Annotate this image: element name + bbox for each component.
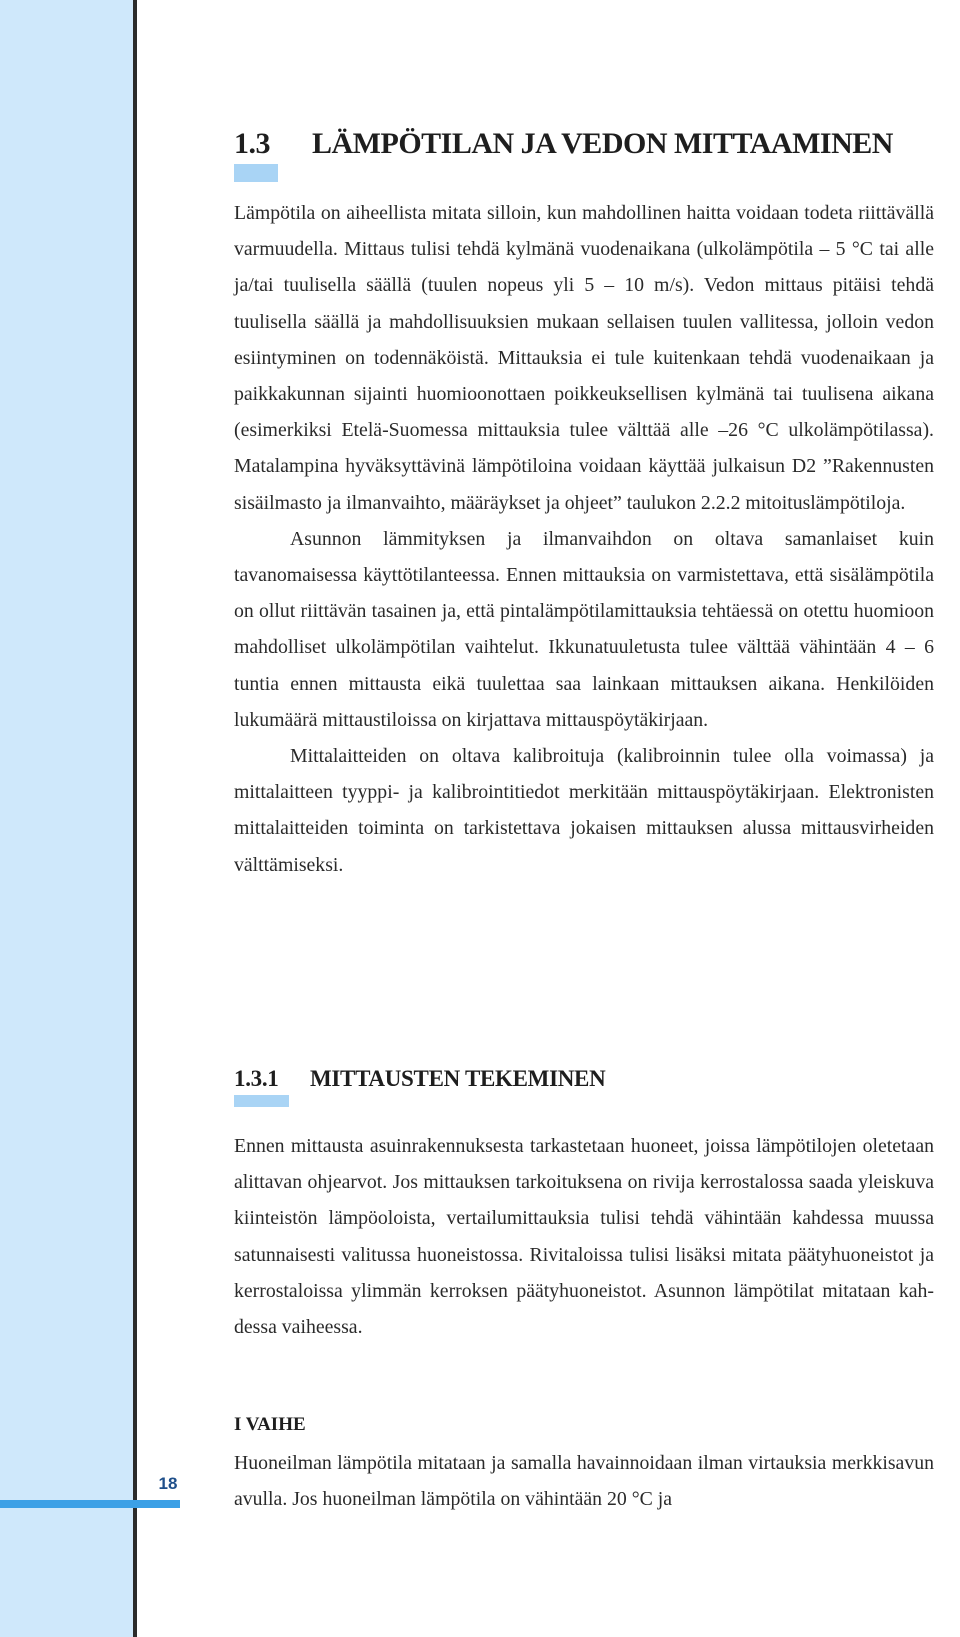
page-number: 18 bbox=[158, 1474, 178, 1493]
page-margin-band bbox=[0, 0, 135, 1637]
phase-heading: I VAIHE bbox=[234, 1414, 306, 1435]
subsection-paragraph: Ennen mittausta asuinrakennuksesta tarkastetaan huoneet, joissa lämpötilojen oletetaan alittavan ohjearvot. Jos mittauksen tarkoituksena on rivija kerrostalossa saada yleiskuva kiinteistön lämpöoloista, vertailumittauksia tulisi tehdä vähintään kahdessa muussa satunnaisesti valitussa huoneistossa. Rivitaloissa tulisi lisäksi mitata päätyhuoneistot ja kerrostaloissa ylimmän kerroksen päätyhuoneistot. Asunnon lämpötilat mitataan kahdessa vaiheessa. bbox=[234, 1135, 934, 1339]
section-heading-accent bbox=[234, 164, 278, 182]
subsection-heading bbox=[234, 1066, 605, 1092]
subsection-heading-accent bbox=[234, 1095, 289, 1107]
subsection-number: 1.3.1 bbox=[234, 1066, 279, 1091]
phase-paragraph: Huoneilman lämpötila mitataan ja samalla havainnoidaan ilman virtauksia merkkisavun avulla. Jos huoneilman lämpötila on vähintään 20 °C ja bbox=[234, 1452, 934, 1511]
section-heading bbox=[234, 127, 893, 161]
subsection-body bbox=[234, 1128, 934, 1345]
section-body bbox=[234, 195, 934, 883]
section-paragraph-3: Mittalaitteiden on oltava kalibroituja (kalibroinnin tulee olla voimassa) ja mittalaitteen tyyppi- ja kalibrointitiedot merkitään mittauspöytäkirjaan. Elektronisten mittalaitteiden toiminta on tarkistettava jokaisen mittauksen alussa mittausvirheiden välttämiseksi. bbox=[234, 745, 934, 876]
phase-body bbox=[234, 1445, 934, 1517]
subsection-title: MITTAUSTEN TEKEMINEN bbox=[310, 1066, 606, 1091]
section-number: 1.3 bbox=[234, 127, 270, 160]
margin-divider bbox=[133, 0, 137, 1637]
section-title: LÄMPÖTILAN JA VEDON MITTAAMINEN bbox=[312, 127, 893, 160]
section-paragraph-1: Lämpötila on aiheellista mitata silloin, kun mahdollinen haitta voidaan todeta riittävällä varmuudella. Mittaus tulisi tehdä kylmänä vuodenaikana (ulkolämpötila – 5 °C tai alle ja/tai tuulisella säällä (tuulen nopeus yli 5 – 10 m/s). Vedon mittaus pitäisi tehdä tuulisella säällä ja mahdollisuuksien mukaan sellaisen tuulen vallitessa, jolloin vedon esiintyminen on todennäköistä. Mittauksia ei tule kuitenkaan tehdä vuodenaikaan ja paikkakunnan sijainti huomioonottaen poikkeuksellisen kylmänä tai tuulisena aikana (esimerkiksi Etelä-Suomessa mittauksia tulee välttää alle –26 °C ulkolämpötilassa). Matalampina hyväksyttävinä lämpötiloina voidaan käyttää julkaisun D2 ”Rakennusten sisäilmasto ja ilmanvaihto, määräykset ja ohjeet” taulukon 2.2.2 mitoituslämpötiloja. bbox=[234, 202, 934, 514]
section-paragraph-2: Asunnon lämmityksen ja ilmanvaihdon on oltava samanlaiset kuin tavanomaisessa käyttötilanteessa. Ennen mittauksia on varmistettava, että sisälämpötila on ollut riittävän tasainen ja, että pintalämpötilamittauksia tehtäessä on otettu huomioon mahdolliset ulkolämpötilan vaihtelut. Ikkunatuuletusta tulee välttää vähintään 4 – 6 tuntia ennen mittausta eikä tuulettaa saa lainkaan mittauksen aikana. Henkilöiden lukumäärä mittaustiloissa on kirjattava mittauspöytäkirjaan. bbox=[234, 527, 934, 731]
page-number-bar bbox=[0, 1500, 180, 1508]
